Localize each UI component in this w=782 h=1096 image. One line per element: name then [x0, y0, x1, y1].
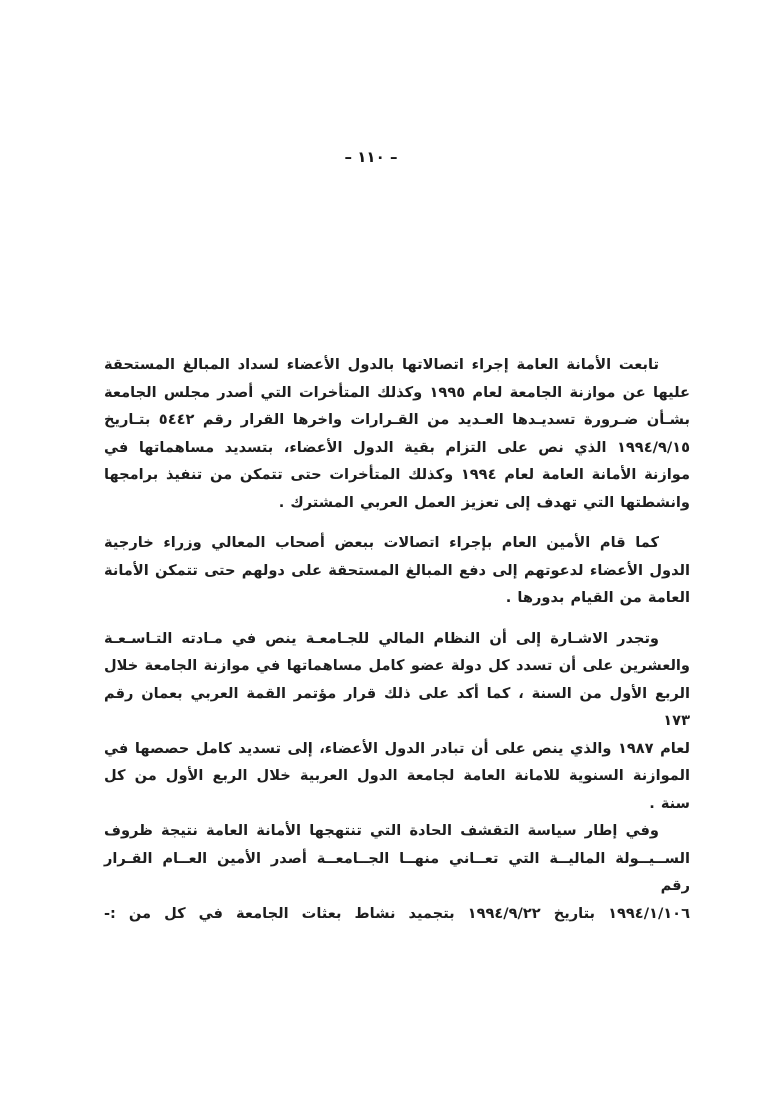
paragraph-2	[104, 529, 690, 612]
text-line: لعام ١٩٨٧ والذي ينص على أن تبادر الدول الأعضاء، إلى تسديد كامل حصصها في	[104, 739, 690, 757]
document-body	[104, 351, 690, 927]
page-number: – ١١٠ –	[344, 148, 398, 166]
text-line: كما قام الأمين العام بإجراء اتصالات ببعض أصحاب المعالي وزراء خارجية	[104, 534, 659, 551]
text-line: بشـأن ضـرورة تسديـدها العـديد من القـرارات واخرها القرار رقم ٥٤٤٢ بتـاريخ	[104, 411, 690, 428]
text-line: سنة .	[649, 794, 690, 812]
text-line: ١٩٩٤/٩/١٥ الذي نص على التزام بقية الدول الأعضاء، بتسديد مساهماتها في	[104, 438, 690, 456]
text-line: موازنة الأمانة العامة لعام ١٩٩٤ وكذلك المتأخرات حتى تتمكن من تنفيذ برامجها	[104, 466, 690, 483]
text-line: تابعت الأمانة العامة إجراء اتصالاتها بالدول الأعضاء لسداد المبالغ المستحقة	[104, 356, 659, 373]
paragraph-4	[104, 817, 690, 927]
text-line: الســيــولة الماليــة التي تعــاني منهــا الجــامعــة أصدر الأمين العــام القـرار رقم	[104, 849, 690, 894]
text-line: عليها عن موازنة الجامعة لعام ١٩٩٥ وكذلك المتأخرات التي أصدر مجلس الجامعة	[104, 383, 691, 401]
paragraph-3	[104, 625, 690, 818]
text-line: الدول الأعضاء لدعوتهم إلى دفع المبالغ المستحقة على دولهم حتى تتمكن الأمانة	[104, 561, 690, 579]
text-line: العامة من القيام بدورها .	[505, 589, 690, 606]
text-line: الموازنة السنوية للامانة العامة لجامعة الدول العربية خلال الربع الأول من كل	[104, 767, 690, 784]
text-line: وتجدر الاشـارة إلى أن النظام المالي للجـامعـة ينص في مـادته التـاسـعـة	[104, 629, 659, 647]
text-line: الربع الأول من السنة ، كما أكد على ذلك قرار مؤتمر القمة العربي بعمان رقم ١٧٣	[104, 684, 690, 729]
text-line: وفي إطار سياسة التقشف الحادة التي تنتهجها الأمانة العامة نتيجة ظروف	[104, 822, 659, 839]
text-line: وانشطتها التي تهدف إلى تعزيز العمل العربي المشترك .	[278, 493, 690, 511]
text-line: ١٩٩٤/١/١٠٦ بتاريخ ١٩٩٤/٩/٢٢ بتجميد نشاط بعثات الجامعة في كل من :-	[104, 904, 690, 922]
text-line: والعشرين على أن تسدد كل دولة عضو كامل مساهماتها في موازنة الجامعة خلال	[104, 657, 690, 674]
paragraph-1	[104, 351, 690, 516]
